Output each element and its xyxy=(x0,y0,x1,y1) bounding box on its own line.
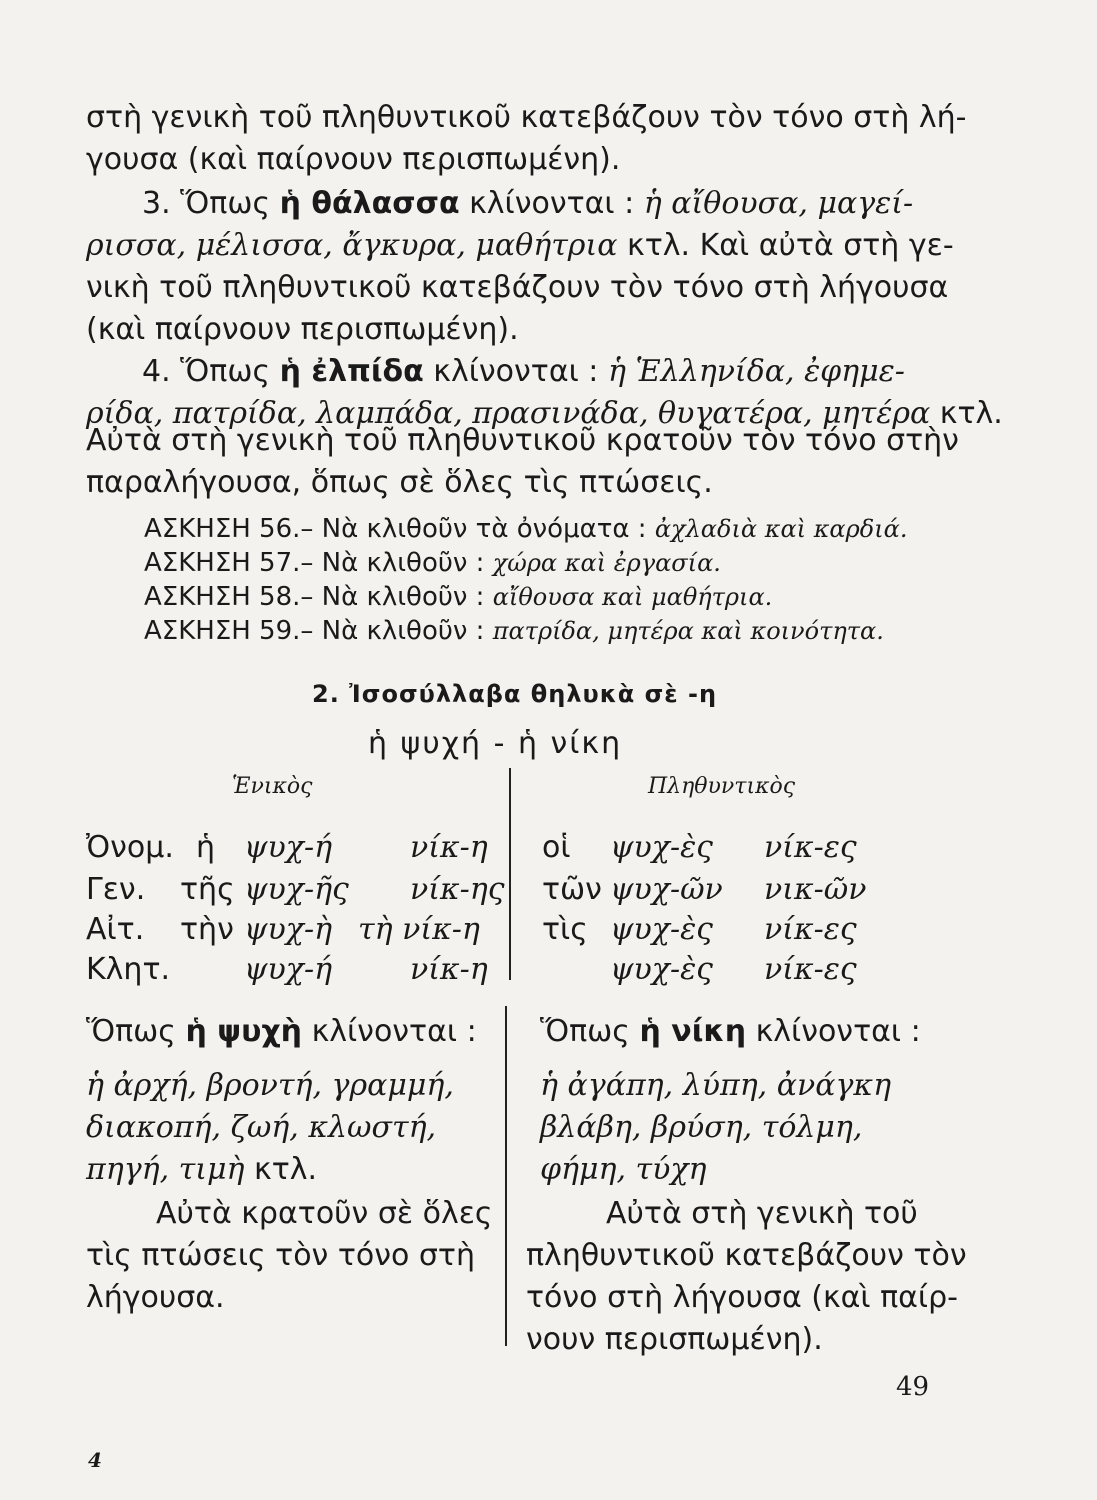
rule3-line-4: (καὶ παίρνουν περισπωμένη). xyxy=(86,312,519,347)
rule4-line-1 xyxy=(142,352,905,392)
rule3-line-1 xyxy=(142,184,913,224)
singular-label: Ἑνικὸς xyxy=(232,774,313,799)
case-label: Αἰτ. xyxy=(86,912,145,947)
singular-nike: νίκ-ης xyxy=(410,872,505,907)
singular-nike: νίκ-η xyxy=(410,830,488,865)
rule3-line-3: νικὴ τοῦ πληθυντικοῦ κατεβάζουν τὸν τόνο στὴ λήγουσα xyxy=(86,270,949,305)
plural-psyche: ψυχ-ὲς xyxy=(610,952,713,987)
rule4-examples-2: ρίδα, πατρίδα, λαμπάδα, πρασινάδα, θυγατέρα, μητέρα xyxy=(86,396,931,431)
left-title-word: ἡ ψυχὴ xyxy=(185,1014,303,1049)
left-title xyxy=(86,1012,477,1052)
rule3-examples-2: ρισσα, μέλισσα, ἄγκυρα, μαθήτρια xyxy=(86,228,618,263)
plural-article: τῶν xyxy=(542,872,602,907)
rule4-verb: κλίνονται : xyxy=(433,354,599,389)
left-example-2: διακοπή, ζωή, κλωστή, xyxy=(86,1110,437,1145)
rule3-verb: κλίνονται : xyxy=(469,186,635,221)
paradigm-divider xyxy=(509,768,511,980)
left-title-post: κλίνονται : xyxy=(311,1014,477,1049)
signature-mark: 4 xyxy=(88,1448,102,1472)
right-title-word: ἡ νίκη xyxy=(639,1014,747,1049)
plural-nike: νικ-ῶν xyxy=(764,872,867,907)
singular-article: ἡ xyxy=(196,830,216,865)
plural-article: τὶς xyxy=(542,912,588,947)
singular-psyche: ψυχ-ὴ xyxy=(244,912,333,947)
rule3-line-2b: κτλ. Καὶ αὐτὰ στὴ γε- xyxy=(627,228,954,263)
rule4-word: ἡ ἐλπίδα xyxy=(279,354,424,389)
exercise-label: ΑΣΚΗΣΗ 58.– Νὰ κλιθοῦν : xyxy=(144,582,485,612)
left-note-1: Αὐτὰ κρατοῦν σὲ ὅλες xyxy=(156,1196,493,1231)
plural-psyche: ψυχ-ὲς xyxy=(610,912,713,947)
plural-nike: νίκ-ες xyxy=(764,952,857,987)
exercise-words: αἴθουσα καὶ μαθήτρια. xyxy=(492,583,773,611)
plural-nike: νίκ-ες xyxy=(764,830,857,865)
right-example-3: φήμη, τύχη xyxy=(540,1152,707,1187)
right-note-4: νουν περισπωμένη). xyxy=(526,1322,823,1357)
exercise-58 xyxy=(144,582,772,612)
left-example-3-etc: κτλ. xyxy=(254,1152,318,1187)
rule4-num: 4. Ὅπως xyxy=(142,354,271,389)
exercise-words: ἀχλαδιὰ καὶ καρδιά. xyxy=(654,515,908,543)
right-title xyxy=(540,1012,921,1052)
left-example-3-words: πηγή, τιμὴ xyxy=(86,1152,245,1187)
singular-article: τὴν xyxy=(180,912,234,947)
singular-article: τῆς xyxy=(180,872,235,907)
case-label: Κλητ. xyxy=(86,952,171,987)
exercise-56 xyxy=(144,514,907,544)
right-title-post: κλίνονται : xyxy=(755,1014,921,1049)
page-number: 49 xyxy=(896,1372,930,1402)
singular-psyche: ψυχ-ῆς xyxy=(244,872,349,907)
right-note-3: τόνο στὴ λήγουσα (καὶ παίρ- xyxy=(526,1280,958,1315)
rule4-line-4: παραλήγουσα, ὅπως σὲ ὅλες τὶς πτώσεις. xyxy=(86,465,713,500)
left-note-3: λήγουσα. xyxy=(86,1280,225,1315)
left-example-1: ἡ ἀρχή, βροντή, γραμμή, xyxy=(86,1068,454,1103)
exercise-label: ΑΣΚΗΣΗ 57.– Νὰ κλιθοῦν : xyxy=(144,548,485,578)
rule3-line-2 xyxy=(86,226,954,266)
rule3-word: ἡ θάλασσα xyxy=(279,186,460,221)
singular-nike: νίκ-η xyxy=(410,952,488,987)
left-example-3 xyxy=(86,1150,317,1190)
left-title-pre: Ὅπως xyxy=(86,1014,176,1049)
singular-nike: τὴ νίκ-η xyxy=(358,912,480,947)
section-heading: 2. Ἰσοσύλλαβα θηλυκὰ σὲ -η xyxy=(312,680,718,708)
rule4-line-3: Αὐτὰ στὴ γενικὴ τοῦ πληθυντικοῦ κρατοῦν τὸν τόνο στὴν xyxy=(86,423,959,458)
plural-article: οἱ xyxy=(542,830,571,865)
paradigm-heading: ἡ ψυχή - ἡ νίκη xyxy=(368,726,623,761)
exercise-57 xyxy=(144,548,721,578)
rule4-line-2b: κτλ. xyxy=(939,396,1003,431)
plural-psyche: ψυχ-ῶν xyxy=(610,872,723,907)
left-note-2: τὶς πτώσεις τὸν τόνο στὴ xyxy=(86,1238,475,1273)
singular-psyche: ψυχ-ή xyxy=(244,952,333,987)
right-note-1: Αὐτὰ στὴ γενικὴ τοῦ xyxy=(606,1196,918,1231)
exercise-59 xyxy=(144,616,884,646)
plural-nike: νίκ-ες xyxy=(764,912,857,947)
intro-line-1: στὴ γενικὴ τοῦ πληθυντικοῦ κατεβάζουν τὸν τόνο στὴ λή- xyxy=(86,100,967,135)
exercise-words: πατρίδα, μητέρα καὶ κοινότητα. xyxy=(492,617,884,645)
right-note-2: πληθυντικοῦ κατεβάζουν τὸν xyxy=(526,1238,967,1273)
column-divider xyxy=(505,1006,507,1346)
intro-line-2: γουσα (καὶ παίρνουν περισπωμένη). xyxy=(86,142,621,177)
plural-label: Πληθυντικὸς xyxy=(648,774,796,799)
rule3-num: 3. Ὅπως xyxy=(142,186,271,221)
exercise-label: ΑΣΚΗΣΗ 59.– Νὰ κλιθοῦν : xyxy=(144,616,485,646)
right-title-pre: Ὅπως xyxy=(540,1014,630,1049)
rule3-examples: ἡ αἴθουσα, μαγεί- xyxy=(643,186,914,221)
right-example-2: βλάβη, βρύση, τόλμη, xyxy=(540,1110,863,1145)
exercise-label: ΑΣΚΗΣΗ 56.– Νὰ κλιθοῦν τὰ ὀνόματα : xyxy=(144,514,647,544)
plural-psyche: ψυχ-ὲς xyxy=(610,830,713,865)
case-label: Ὀνομ. xyxy=(86,830,174,865)
exercise-words: χώρα καὶ ἐργασία. xyxy=(492,549,721,577)
rule4-examples: ἡ Ἑλληνίδα, ἐφημε- xyxy=(607,354,905,389)
singular-psyche: ψυχ-ή xyxy=(244,830,333,865)
right-example-1: ἡ ἀγάπη, λύπη, ἀνάγκη xyxy=(540,1068,892,1103)
case-label: Γεν. xyxy=(86,872,146,907)
